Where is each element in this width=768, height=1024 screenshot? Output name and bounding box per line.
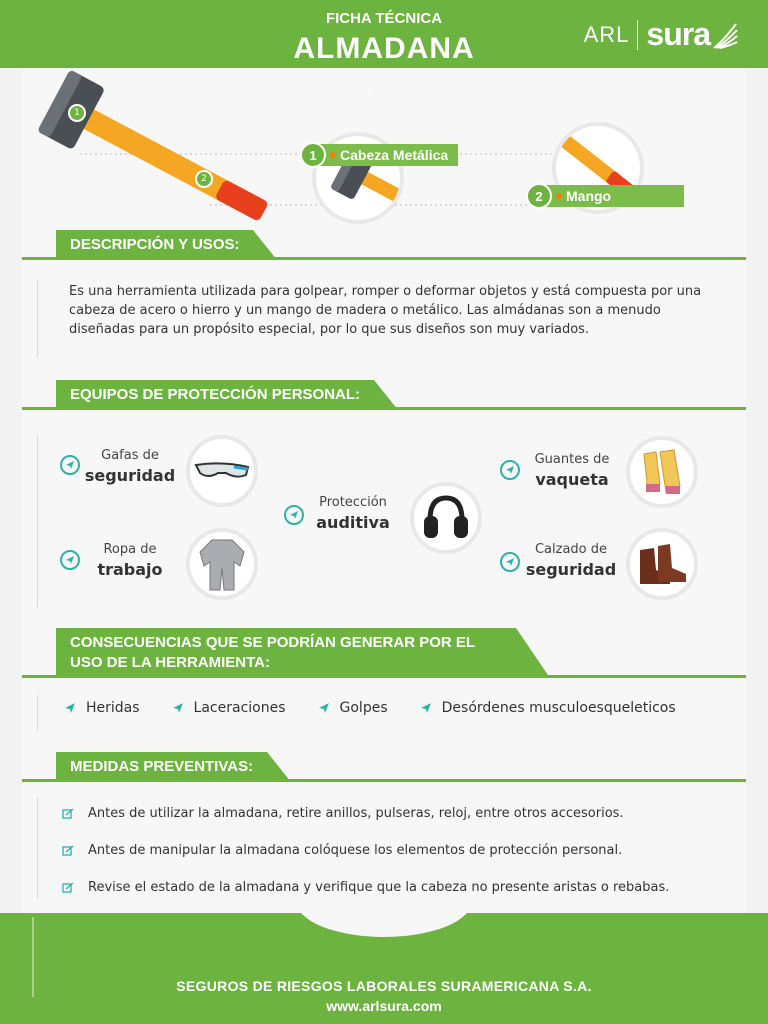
epp-boots: Calzado de seguridad [525,542,617,579]
earmuffs-icon [410,482,482,554]
arl-sura-logo [584,16,738,53]
callout-number: 2 [526,183,552,209]
callout-label: Mango [566,188,612,204]
arrow-icon [64,702,76,714]
logo-separator [637,20,638,50]
header [0,0,768,68]
epp-gloves: Guantes de vaqueta [534,452,610,489]
boots-icon [626,528,698,600]
divider [37,798,38,898]
logo-sura-text: sura [646,16,710,52]
gloves-icon [626,436,698,508]
coverall-icon [186,528,258,600]
footer-arc [296,913,472,937]
safety-glasses-icon [186,435,258,507]
measure-item: Antes de utilizar la almadana, retire anillos, pulseras, reloj, entre otros accesorios. [62,806,624,821]
consequences-section-bar [22,628,746,678]
hammer-marker-1: 1 [68,104,86,122]
divider [37,280,38,358]
page-title: ALMADANA [293,32,475,65]
logo-arl-text: ARL [583,21,630,47]
consequences-list [64,700,708,716]
checkbox-edit-icon [62,882,74,894]
divider [37,695,38,731]
list-item: Desórdenes musculoesqueleticos [420,700,676,716]
measure-item: Antes de manipular la almadana colóquese los elementos de protección personal. [62,843,622,858]
send-icon [500,552,520,572]
description-text: Es una herramienta utilizada para golpear, romper o deformar objetos y está compuesta por una cabeza de acero o hierro y un mango de madera o metálico. Las almádanas son a menudo diseñadas para un propósito especial, por lo que sus diseños son muy variados. [69,284,702,337]
footer [0,913,768,1024]
footer-website[interactable]: www.arlsura.com [326,998,442,1014]
list-item: Golpes [318,700,388,716]
send-icon [60,550,80,570]
list-item: Laceraciones [172,700,286,716]
divider [37,435,38,607]
checkbox-edit-icon [62,845,74,857]
bullet-dot [556,193,562,199]
checkbox-edit-icon [62,808,74,820]
epp-section-bar [22,380,746,410]
epp-heading: EQUIPOS DE PROTECCIÓN PERSONAL: [56,380,374,410]
bullet-dot [330,152,336,158]
send-icon [60,455,80,475]
hammer-marker-2: 2 [195,170,213,188]
arrow-icon [318,702,330,714]
callout-label: Cabeza Metálica [340,147,449,163]
list-item: Heridas [64,700,140,716]
arrow-icon [420,702,432,714]
epp-workwear: Ropa de trabajo [97,542,163,579]
arrow-icon [172,702,184,714]
consequences-heading: CONSECUENCIAS QUE SE PODRÍAN GENERAR POR EL USO DE LA HERRAMIENTA: [56,628,516,678]
logo-rays-icon [712,20,738,50]
epp-glasses: Gafas de seguridad [84,448,176,485]
footer-company: SEGUROS DE RIESGOS LABORALES SURAMERICANA S.A. [176,978,592,994]
callout-number: 1 [300,142,326,168]
measures-heading: MEDIDAS PREVENTIVAS: [56,752,267,782]
send-icon [500,460,520,480]
description-heading: DESCRIPCIÓN Y USOS: [56,230,253,260]
description-section-bar [22,230,746,260]
measure-item: Revise el estado de la almadana y verifique que la cabeza no presente aristas o rebabas. [62,880,669,895]
callout-handle [535,185,684,207]
callout-metal-head [309,144,458,166]
epp-hearing: Protección auditiva [316,495,390,532]
measures-section-bar [22,752,746,782]
send-icon [284,505,304,525]
sheet-subtitle: FICHA TÉCNICA [325,10,443,27]
